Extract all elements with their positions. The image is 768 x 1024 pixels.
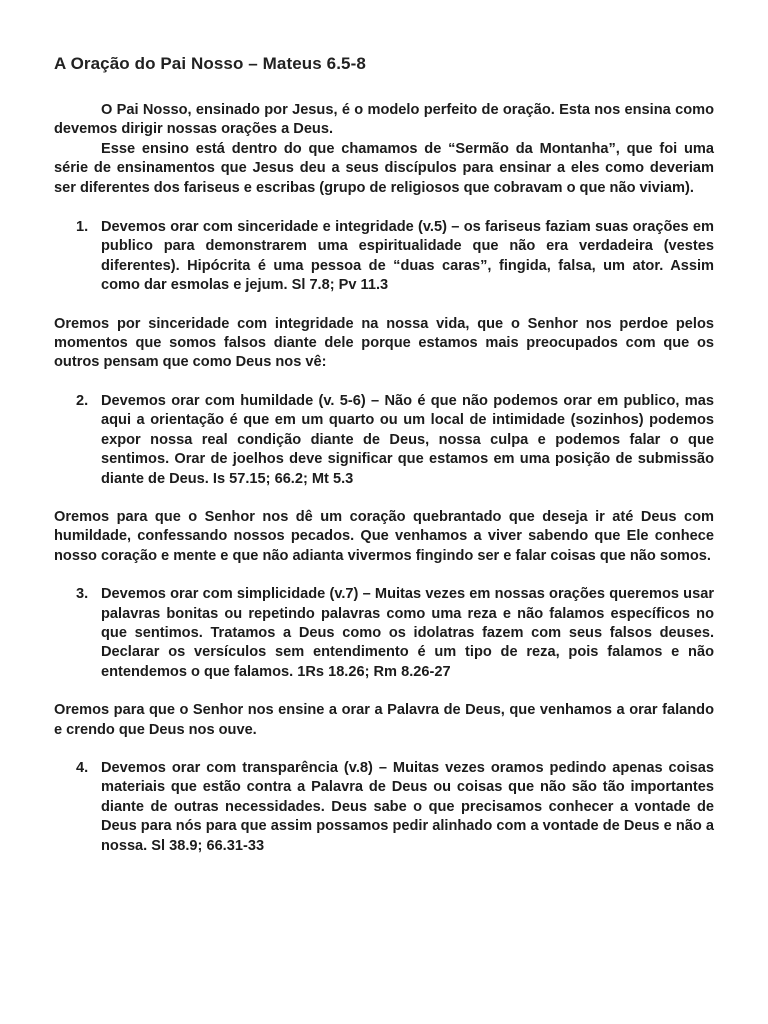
intro-paragraph: O Pai Nosso, ensinado por Jesus, é o modelo perfeito de oração. Esta nos ensina como devemos dirigir nossas orações a Deus. xyxy=(54,102,714,138)
list-item xyxy=(54,585,714,682)
list-item-number: 2. xyxy=(76,392,89,409)
list-item-number: 1. xyxy=(76,219,89,236)
list-item xyxy=(54,218,714,296)
list-item-text: Devemos orar com humildade (v. 5-6) – Não é que não podemos orar em publico, mas aqui a orientação é que em um quarto ou um local de intimidade (sozinhos) podemos expor nossa real condição diante de Deus, nossa culpa e podemos falar o que sentimos. Orar de joelhos deve significar que estamos em uma posição de submissão diante de Deus. Is 57.15; 66.2; Mt 5.3 xyxy=(101,392,714,487)
prayer-paragraph: Oremos para que o Senhor nos ensine a orar a Palavra de Deus, que venhamos a orar falando e crendo que Deus nos ouve. xyxy=(54,702,714,738)
prayer-paragraph: Oremos para que o Senhor nos dê um coração quebrantado que deseja ir até Deus com humildade, confessando nossos pecados. Que venhamos a viver sabendo que Ele conhece nosso coração e mente e que não adianta vivermos fingindo ser e falar coisas que não somos. xyxy=(54,508,714,564)
list-item xyxy=(54,759,714,856)
document-title: A Oração do Pai Nosso – Mateus 6.5-8 xyxy=(54,54,366,73)
list-item-text: Devemos orar com simplicidade (v.7) – Muitas vezes em nossas orações queremos usar palavras bonitas ou repetindo palavras como uma reza e não falamos específicos no que sentimos. Tratamos a Deus como os idolatras fazem com seus falsos deuses. Declarar os versículos sem entendimento é um tipo de reza, pois falamos e não entendemos o que falamos. 1Rs 18.26; Rm 8.26-27 xyxy=(101,586,714,680)
list-item-number: 3. xyxy=(76,586,89,603)
intro-section xyxy=(54,101,714,198)
list-item-text: Devemos orar com transparência (v.8) – Muitas vezes oramos pedindo apenas coisas materiais que estão contra a Palavra de Deus ou coisas que não são tão importantes diante de outras necessidades. Deus sabe o que precisamos conhecer a vontade de Deus para nós para que assim possamos pedir alinhado com a vontade de Deus e não a nossa. Sl 38.9; 66.31-33 xyxy=(101,759,714,854)
prayer-paragraph: Oremos por sinceridade com integridade na nossa vida, que o Senhor nos perdoe pelos momentos que somos falsos diante dele porque estamos mais preocupados com que os outros pensam que como Deus nos vê: xyxy=(54,315,714,371)
list-item xyxy=(54,392,714,489)
intro-paragraph: Esse ensino está dentro do que chamamos de “Sermão da Montanha”, que foi uma série de ensinamentos que Jesus deu a seus discípulos para ensinar a eles como deveriam ser diferentes dos fariseus e escribas (grupo de religiosos que cobravam o que não viviam). xyxy=(54,140,714,196)
list-item-number: 4. xyxy=(76,759,89,776)
list-item-text: Devemos orar com sinceridade e integridade (v.5) – os fariseus faziam suas orações em publico para demonstrarem uma espiritualidade que não era verdadeira (vestes diferentes). Hipócrita é uma pessoa de “duas caras”, fingida, falsa, um ator. Assim como dar esmolas e jejum. Sl 7.8; Pv 11.3 xyxy=(101,219,714,294)
